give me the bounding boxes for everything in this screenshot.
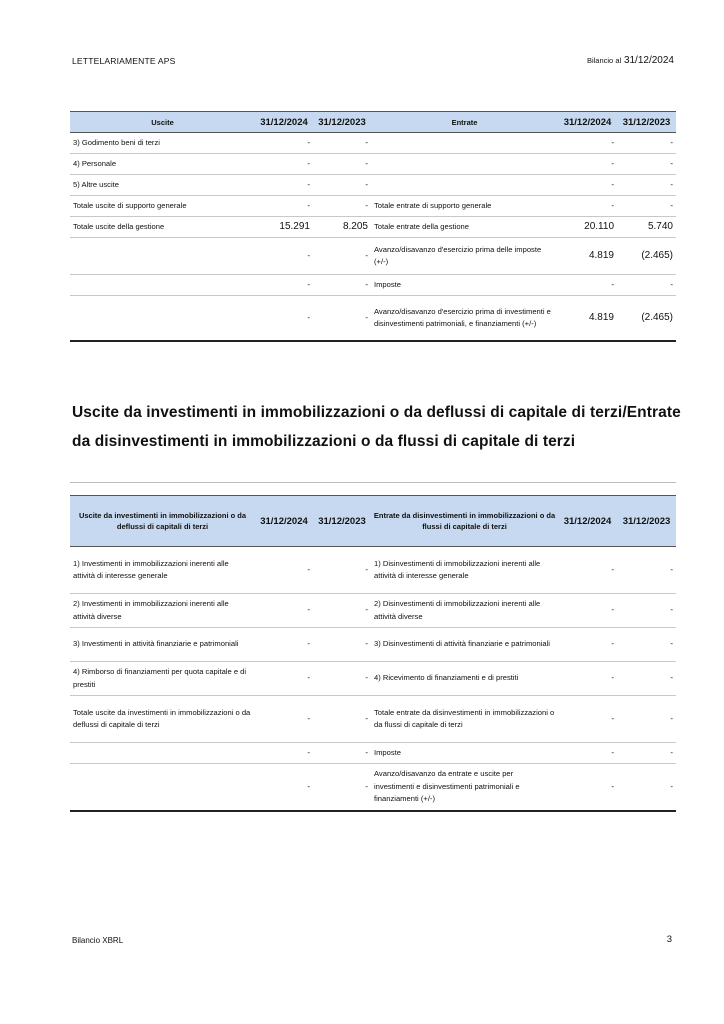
year-2024-header: 31/12/2024	[255, 496, 313, 547]
uscite-label: Totale uscite da investimenti in immobilizzazioni o da deflussi di capitale di terzi	[70, 696, 255, 743]
table-row	[70, 175, 676, 196]
uscite-2024: -	[255, 238, 313, 275]
entrate-label: Imposte	[371, 275, 558, 296]
uscite-label: Totale uscite della gestione	[70, 217, 255, 238]
uscite-2024: -	[255, 594, 313, 628]
year-2024-header: 31/12/2024	[255, 112, 313, 133]
table-row	[70, 764, 676, 812]
table-row	[70, 154, 676, 175]
uscite-2023: -	[313, 764, 371, 812]
table-row	[70, 217, 676, 238]
entrate-label: Totale entrate della gestione	[371, 217, 558, 238]
entrate-2023: -	[617, 696, 676, 743]
table-row	[70, 133, 676, 154]
entrate-2024: -	[558, 743, 617, 764]
table-row	[70, 594, 676, 628]
uscite-label: 4) Personale	[70, 154, 255, 175]
entrate-2023: -	[617, 764, 676, 812]
year-2023-header: 31/12/2023	[313, 112, 371, 133]
entrate-2023: -	[617, 275, 676, 296]
uscite-2023: 8.205	[313, 217, 371, 238]
table-row	[70, 628, 676, 662]
table-header-row	[70, 496, 676, 547]
uscite-2023: -	[313, 628, 371, 662]
uscite-2024: -	[255, 175, 313, 196]
bilancio-date-value: 31/12/2024	[623, 55, 674, 66]
uscite-2024: -	[255, 547, 313, 594]
entrate-2023: -	[617, 743, 676, 764]
uscite-2023: -	[313, 275, 371, 296]
table-header-row	[70, 112, 676, 133]
uscite-2024: -	[255, 133, 313, 154]
entrate-2023: 5.740	[617, 217, 676, 238]
entrate-label	[371, 154, 558, 175]
uscite-2023: -	[313, 238, 371, 275]
uscite-header: Uscite da investimenti in immobilizzazioni o da deflussi di capitali di terzi	[70, 496, 255, 547]
uscite-2024: -	[255, 275, 313, 296]
entrate-2024: -	[558, 547, 617, 594]
entrate-2024: -	[558, 628, 617, 662]
entrate-2024: -	[558, 154, 617, 175]
entrate-label: 3) Disinvestimenti di attività finanziarie e patrimoniali	[371, 628, 558, 662]
uscite-label	[70, 275, 255, 296]
uscite-label: Totale uscite di supporto generale	[70, 196, 255, 217]
entrate-2023: -	[617, 133, 676, 154]
table-row	[70, 547, 676, 594]
table-row	[70, 196, 676, 217]
page-number: 3	[666, 934, 672, 945]
entrate-label: Totale entrate di supporto generale	[371, 196, 558, 217]
year-2024-header: 31/12/2024	[558, 112, 617, 133]
section-divider	[70, 482, 676, 483]
gestione-table	[70, 111, 676, 342]
table-row	[70, 696, 676, 743]
table-row	[70, 743, 676, 764]
uscite-2023: -	[313, 196, 371, 217]
uscite-2024: -	[255, 154, 313, 175]
entrate-2024: 4.819	[558, 238, 617, 275]
uscite-2024: -	[255, 764, 313, 812]
entrate-2023: -	[617, 547, 676, 594]
uscite-2024: -	[255, 696, 313, 743]
entrate-2024: 20.110	[558, 217, 617, 238]
uscite-2023: -	[313, 154, 371, 175]
year-2023-header: 31/12/2023	[313, 496, 371, 547]
uscite-label: 5) Altre uscite	[70, 175, 255, 196]
entrate-2024: -	[558, 764, 617, 812]
uscite-2023: -	[313, 696, 371, 743]
org-name: LETTELARIAMENTE APS	[72, 56, 176, 66]
uscite-2023: -	[313, 175, 371, 196]
table-row	[70, 662, 676, 696]
bilancio-prefix: Bilancio al	[586, 56, 622, 65]
entrate-2023: -	[617, 154, 676, 175]
uscite-2024: -	[255, 743, 313, 764]
uscite-label	[70, 296, 255, 342]
uscite-2023: -	[313, 743, 371, 764]
year-2023-header: 31/12/2023	[617, 496, 676, 547]
uscite-header: Uscite	[70, 112, 255, 133]
entrate-label	[371, 133, 558, 154]
uscite-label	[70, 764, 255, 812]
entrate-label	[371, 175, 558, 196]
entrate-label: Avanzo/disavanzo d'esercizio prima di investimenti e disinvestimenti patrimoniali, e finanziamenti (+/-)	[371, 296, 558, 342]
uscite-label	[70, 238, 255, 275]
uscite-2024: -	[255, 662, 313, 696]
year-2023-header: 31/12/2023	[617, 112, 676, 133]
entrate-2024: -	[558, 275, 617, 296]
table-row	[70, 238, 676, 275]
entrate-label: Avanzo/disavanzo d'esercizio prima delle imposte (+/-)	[371, 238, 558, 275]
uscite-label: 3) Godimento beni di terzi	[70, 133, 255, 154]
entrate-label: Avanzo/disavanzo da entrate e uscite per investimenti e disinvestimenti patrimoniali e finanziamenti (+/-)	[371, 764, 558, 812]
entrate-2023: -	[617, 594, 676, 628]
uscite-label	[70, 743, 255, 764]
uscite-label: 4) Rimborso di finanziamenti per quota capitale e di prestiti	[70, 662, 255, 696]
entrate-label: 4) Ricevimento di finanziamenti e di prestiti	[371, 662, 558, 696]
uscite-2024: 15.291	[255, 217, 313, 238]
uscite-label: 2) Investimenti in immobilizzazioni inerenti alle attività diverse	[70, 594, 255, 628]
entrate-label: 1) Disinvestimenti di immobilizzazioni inerenti alle attività di interesse generale	[371, 547, 558, 594]
investimenti-table	[70, 495, 676, 812]
entrate-2024: 4.819	[558, 296, 617, 342]
uscite-label: 3) Investimenti in attività finanziarie e patrimoniali	[70, 628, 255, 662]
entrate-2024: -	[558, 662, 617, 696]
section-title: Uscite da investimenti in immobilizzazioni o da deflussi di capitale di terzi/Entrate da disinvestimenti in immobilizzazioni o da flussi di capitale di terzi	[72, 404, 681, 450]
uscite-2023: -	[313, 547, 371, 594]
uscite-2024: -	[255, 196, 313, 217]
footer-label: Bilancio XBRL	[72, 936, 124, 945]
entrate-2023: (2.465)	[617, 238, 676, 275]
uscite-2024: -	[255, 296, 313, 342]
uscite-2024: -	[255, 628, 313, 662]
entrate-2023: -	[617, 196, 676, 217]
entrate-2024: -	[558, 133, 617, 154]
entrate-2023: (2.465)	[617, 296, 676, 342]
entrate-header: Entrate	[371, 112, 558, 133]
entrate-2023: -	[617, 175, 676, 196]
entrate-label: Totale entrate da disinvestimenti in immobilizzazioni o da flussi di capitale di terzi	[371, 696, 558, 743]
uscite-2023: -	[313, 296, 371, 342]
table-row	[70, 275, 676, 296]
entrate-2024: -	[558, 696, 617, 743]
year-2024-header: 31/12/2024	[558, 496, 617, 547]
entrate-2024: -	[558, 175, 617, 196]
uscite-2023: -	[313, 594, 371, 628]
entrate-2023: -	[617, 662, 676, 696]
table-row	[70, 296, 676, 342]
uscite-2023: -	[313, 133, 371, 154]
entrate-label: Imposte	[371, 743, 558, 764]
entrate-2024: -	[558, 196, 617, 217]
bilancio-date	[587, 55, 674, 66]
entrate-2023: -	[617, 628, 676, 662]
uscite-2023: -	[313, 662, 371, 696]
uscite-label: 1) Investimenti in immobilizzazioni inerenti alle attività di interesse generale	[70, 547, 255, 594]
entrate-2024: -	[558, 594, 617, 628]
entrate-label: 2) Disinvestimenti di immobilizzazioni inerenti alle attività diverse	[371, 594, 558, 628]
entrate-header: Entrate da disinvestimenti in immobilizzazioni o da flussi di capitale di terzi	[371, 496, 558, 547]
